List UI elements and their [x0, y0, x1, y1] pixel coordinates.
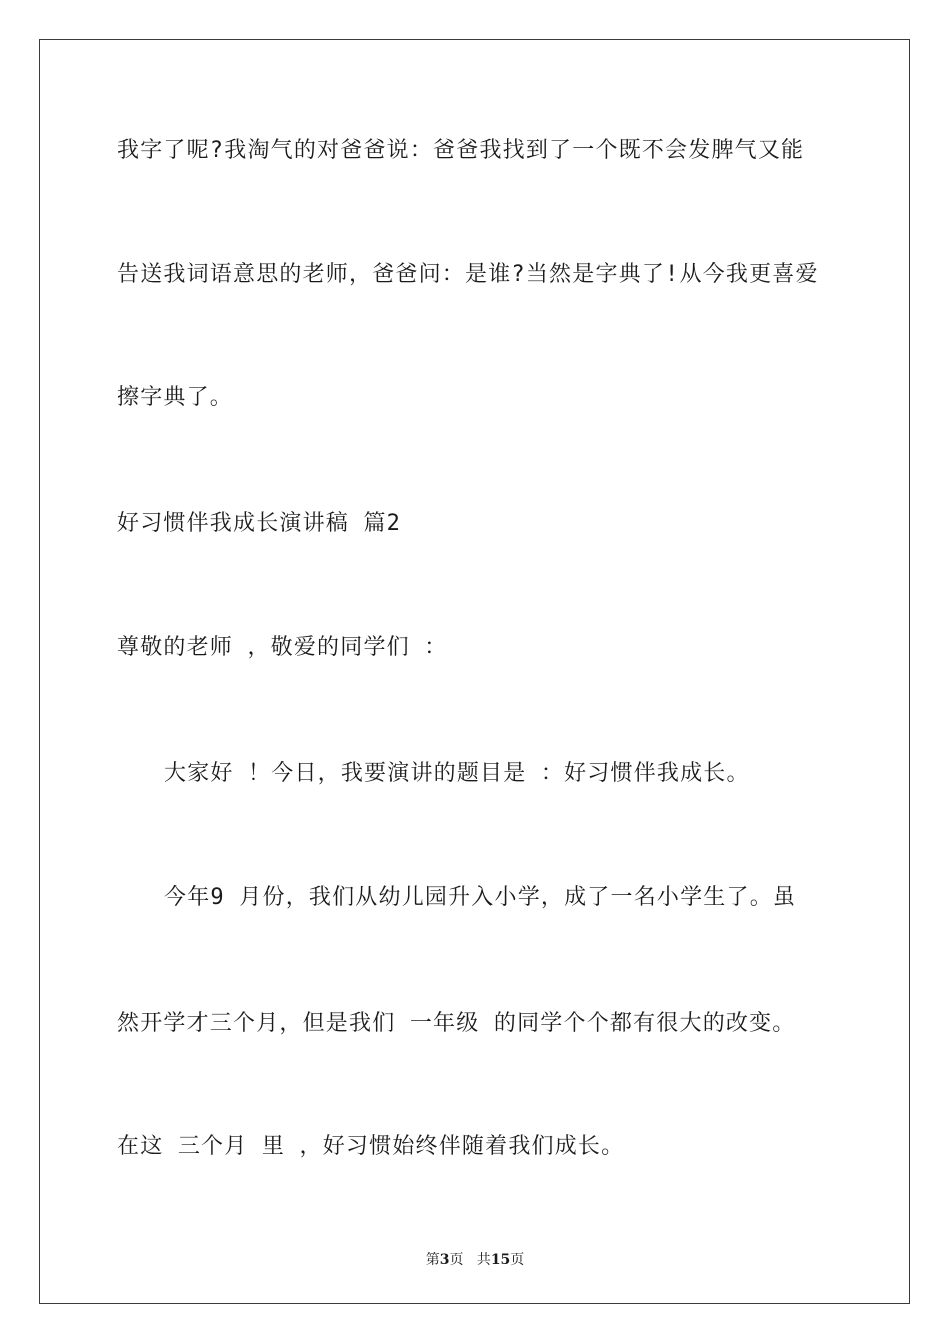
paragraph-line-9: 在这 三个月 里 ，好习惯始终伴随着我们成长。	[117, 1134, 625, 1159]
paragraph-line-2: 告送我词语意思的老师，爸爸问：是谁?当然是字典了!从今我更喜爱	[117, 262, 819, 287]
paragraph-line-7: 今年9 月份，我们从幼儿园升入小学，成了一名小学生了。虽	[164, 885, 797, 910]
footer-suffix: 页	[510, 1252, 525, 1268]
paragraph-line-8: 然开学才三个月，但是我们 一年级 的同学个个都有很大的改变。	[117, 1011, 796, 1036]
paragraph-line-1: 我字了呢?我淘气的对爸爸说：爸爸我找到了一个既不会发脾气又能	[117, 138, 805, 163]
footer-prefix: 第	[425, 1252, 440, 1268]
salutation: 尊敬的老师 ，敬爱的同学们 ：	[117, 635, 448, 660]
footer-total-pages: 15	[490, 1252, 511, 1268]
footer-mid: 页 共	[449, 1252, 491, 1268]
greeting-line: 大家好 ！今日，我要演讲的题目是 ：好习惯伴我成长。	[164, 761, 750, 786]
section-heading: 好习惯伴我成长演讲稿 篇2	[117, 511, 402, 536]
page-border	[39, 39, 910, 1304]
page-number-footer	[0, 1249, 950, 1269]
footer-current-page: 3	[439, 1252, 450, 1268]
paragraph-line-3: 擦字典了。	[117, 385, 234, 410]
